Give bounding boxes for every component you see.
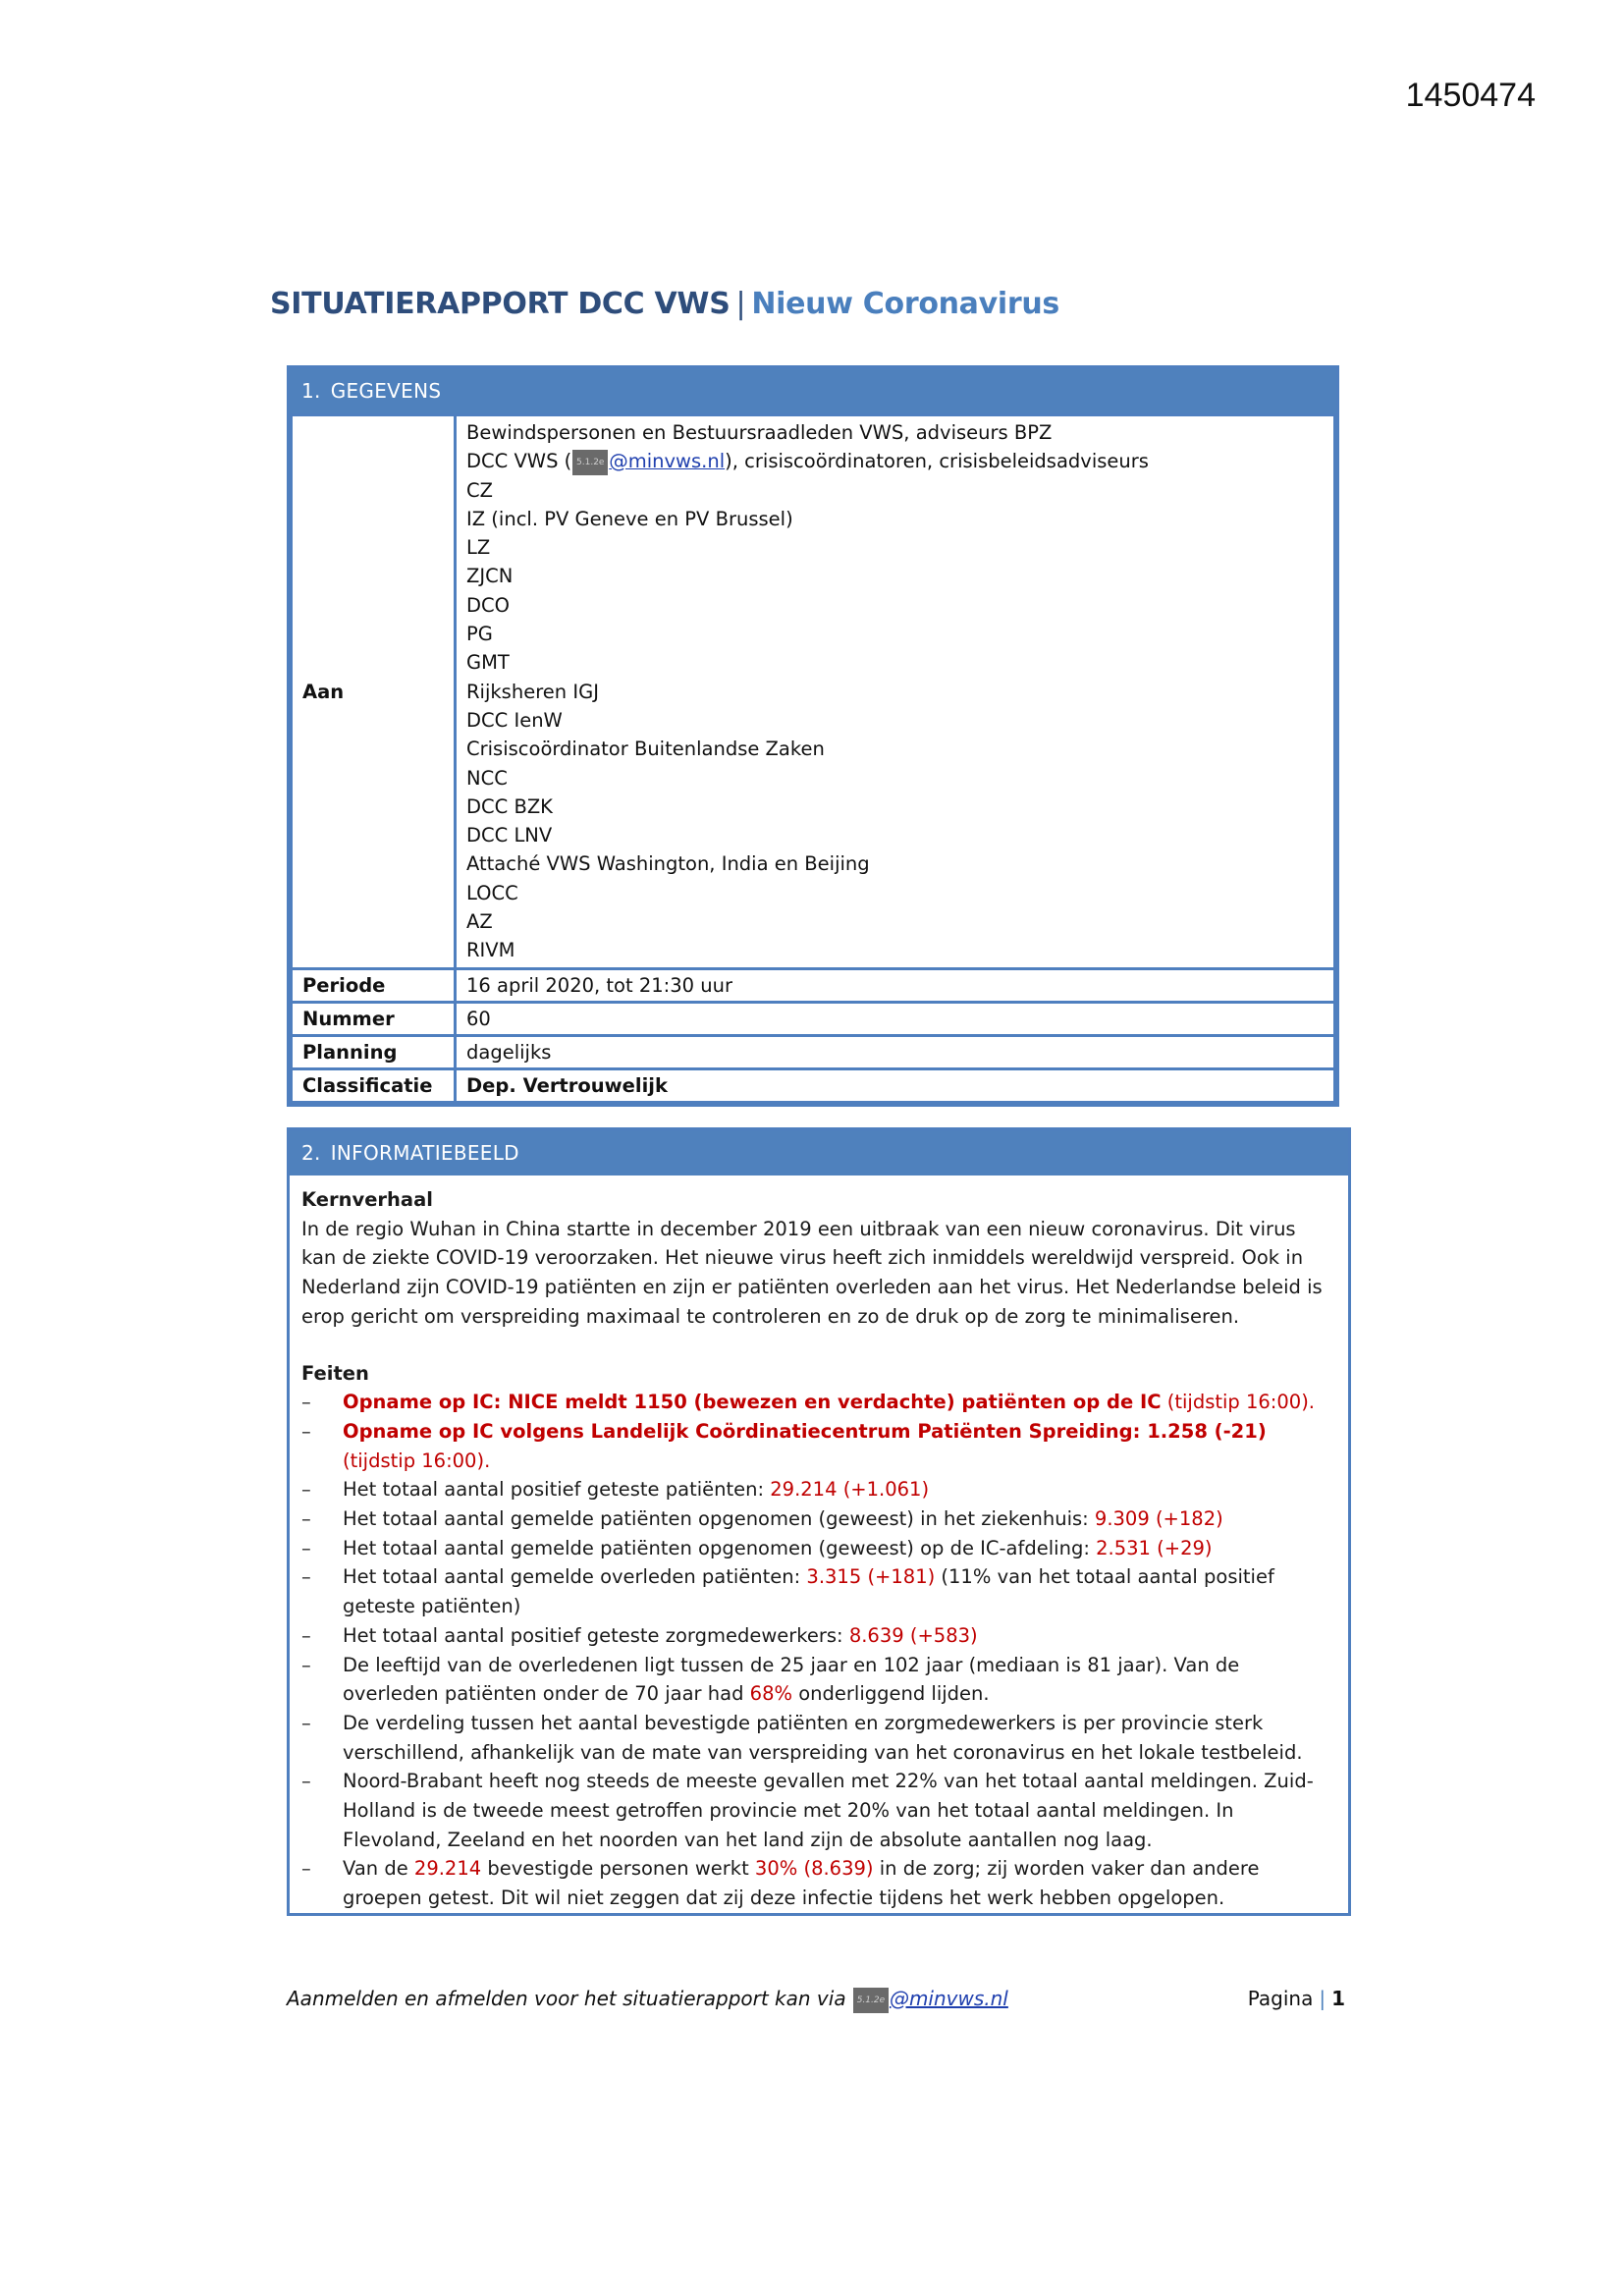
fact-value: 3.315 (+181) [806,1565,936,1589]
email-link[interactable]: @minvws.nl [609,450,726,473]
section-gegevens-header [290,368,1336,413]
page-number: 1 [1331,1987,1345,2010]
report-title [270,287,1059,321]
footer-text: Aanmelden en afmelden voor het situatierapport kan via [287,1987,852,2010]
planning-row [292,1035,1335,1068]
periode-row [292,968,1335,1002]
fact-value: 30% (8.639) [754,1857,874,1881]
fact-item [301,1388,1336,1417]
periode-label: Periode [292,968,456,1002]
recipient-item: GMT [466,651,510,675]
recipient-item: LZ [466,536,491,560]
recipient-item: LOCC [466,881,518,904]
fact-text: in de zorg; zij worden vaker dan andere groepen getest. Dit wil niet zeggen dat zij deze infectie tijdens het werk hebben opgelopen. [343,1857,1260,1910]
fact-value: 68% [749,1682,793,1706]
fact-text: Het totaal aantal gemelde overleden patiënten: [343,1565,807,1589]
informatiebeeld-body [290,1175,1348,1913]
page-label: Pagina [1247,1987,1314,2010]
fact-value: 9.309 (+182) [1094,1507,1223,1531]
aan-value [456,415,1335,969]
page-separator: | [1319,1987,1326,2010]
fact-text: onderliggend lijden. [792,1682,990,1706]
fact-text: Van de [343,1857,414,1881]
fact-item [301,1709,1336,1767]
fact-text: (11% van het totaal aantal positief geteste patiënten) [343,1565,1274,1618]
fact-item [301,1651,1336,1709]
section-number: 2. [301,1141,321,1165]
document-id: 1450474 [1405,77,1536,114]
page-footer [287,1987,1345,2022]
fact-text: bevestigde personen werkt [481,1857,755,1881]
kernverhaal-heading: Kernverhaal [301,1188,433,1211]
recipient-item: Bewindspersonen en Bestuursraadleden VWS, adviseurs BPZ [466,421,1053,444]
section-heading: GEGEVENS [330,379,442,403]
page-indicator [1248,1987,1345,2010]
fact-item [301,1562,1336,1620]
fact-item [301,1621,1336,1651]
fact-item [301,1417,1336,1475]
recipient-text: ), crisiscoördinatoren, crisisbeleidsadviseurs [725,450,1149,473]
section-informatiebeeld-header [290,1130,1348,1175]
recipient-item: RIVM [466,939,515,962]
report-title-main: SITUATIERAPPORT DCC VWS [270,287,731,321]
fact-text: Het totaal aantal gemelde patiënten opgenomen (geweest) op de IC-afdeling: [343,1536,1097,1559]
recipient-item: Attaché VWS Washington, India en Beijing [466,852,870,876]
fact-value: 29.214 (+1.061) [770,1478,930,1502]
recipient-item: DCC IenW [466,708,563,732]
fact-text: De leeftijd van de overledenen ligt tussen de 25 jaar en 102 jaar (mediaan is 81 jaar). Van de overleden patiënten onder de 70 jaar had [343,1653,1240,1706]
recipient-item: ZJCN [466,565,514,588]
fact-value: 8.639 (+583) [848,1623,978,1647]
recipient-item: NCC [466,766,508,790]
classificatie-label: Classificatie [292,1068,456,1102]
section-informatiebeeld [287,1127,1351,1916]
fact-value: 2.531 (+29) [1096,1536,1213,1559]
title-separator: | [735,287,746,321]
footer-email-link[interactable]: @minvws.nl [889,1987,1008,2010]
fact-item [301,1534,1336,1563]
kernverhaal-text: In de regio Wuhan in China startte in december 2019 een uitbraak van een nieuw coronavirus. Dit virus kan de ziekte COVID-19 veroorzaken. Het nieuwe virus heeft zich inmiddels wereldwijd verspreid. Ook in Nederland zijn COVID-19 patiënten en zijn er patiënten overleden aan het virus. Het Nederlandse beleid is erop gericht om verspreiding maximaal te controleren en zo de druk op de zorg te minimaliseren. [301,1217,1323,1328]
redaction-mark: 5.1.2e [572,450,608,475]
classificatie-value: Dep. Vertrouwelijk [456,1068,1335,1102]
fact-text: Het totaal aantal positief geteste patiënten: [343,1478,771,1502]
gegevens-table [290,413,1336,1104]
recipient-item: PG [466,623,493,646]
recipient-item: CZ [466,478,493,502]
recipient-item: DCC LNV [466,824,553,847]
fact-text: Noord-Brabant heeft nog steeds de meeste gevallen met 22% van het totaal aantal meldingen. Zuid-Holland is de tweede meest getroffen provincie met 20% van het totaal aantal meldingen. In Flevoland, Zeeland en het noorden van het land zijn de absolute aantallen nog laag. [343,1770,1314,1851]
recipient-item: DCO [466,593,510,617]
recipient-item: Crisiscoördinator Buitenlandse Zaken [466,738,825,761]
fact-item [301,1854,1336,1912]
fact-value: 29.214 [413,1857,482,1881]
recipient-text: DCC VWS ( [466,450,572,473]
planning-label: Planning [292,1035,456,1068]
recipient-list [466,416,1333,967]
recipient-item: Rijksheren IGJ [466,680,599,703]
fact-highlight: Opname op IC: NICE meldt 1150 (bewezen en verdachte) patiënten op de IC [343,1391,1162,1414]
report-title-sub: Nieuw Coronavirus [751,287,1059,321]
section-gegevens [287,365,1339,1107]
aan-label: Aan [292,415,456,969]
fact-highlight: (tijdstip 16:00). [343,1449,491,1472]
section-heading: INFORMATIEBEELD [330,1141,519,1165]
nummer-label: Nummer [292,1002,456,1035]
fact-text: De verdeling tussen het aantal bevestigde patiënten en zorgmedewerkers is per provincie sterk verschillend, afhankelijk van de mate van verspreiding van het coronavirus en het lokale testbeleid. [343,1711,1303,1764]
facts-list [301,1388,1336,1913]
recipient-item: AZ [466,910,493,934]
nummer-value: 60 [456,1002,1335,1035]
classificatie-row [292,1068,1335,1102]
recipient-item [466,447,1333,475]
fact-text: Het totaal aantal gemelde patiënten opgenomen (geweest) in het ziekenhuis: [343,1507,1095,1531]
recipient-item: DCC BZK [466,794,553,818]
fact-item [301,1475,1336,1504]
fact-text: Het totaal aantal positief geteste zorgmedewerkers: [343,1623,849,1647]
recipient-item: IZ (incl. PV Geneve en PV Brussel) [466,507,793,530]
section-number: 1. [301,379,321,403]
periode-value: 16 april 2020, tot 21:30 uur [456,968,1335,1002]
redaction-mark: 5.1.2e [853,1988,889,2013]
nummer-row [292,1002,1335,1035]
feiten-heading: Feiten [301,1361,369,1385]
fact-item [301,1504,1336,1534]
fact-highlight: (tijdstip 16:00). [1161,1391,1315,1414]
planning-value: dagelijks [456,1035,1335,1068]
fact-highlight: Opname op IC volgens Landelijk Coördinatiecentrum Patiënten Spreiding: 1.258 (-21) [343,1419,1267,1443]
fact-item [301,1767,1336,1854]
aan-row [292,415,1335,969]
footer-subscribe-note [287,1987,1008,2013]
